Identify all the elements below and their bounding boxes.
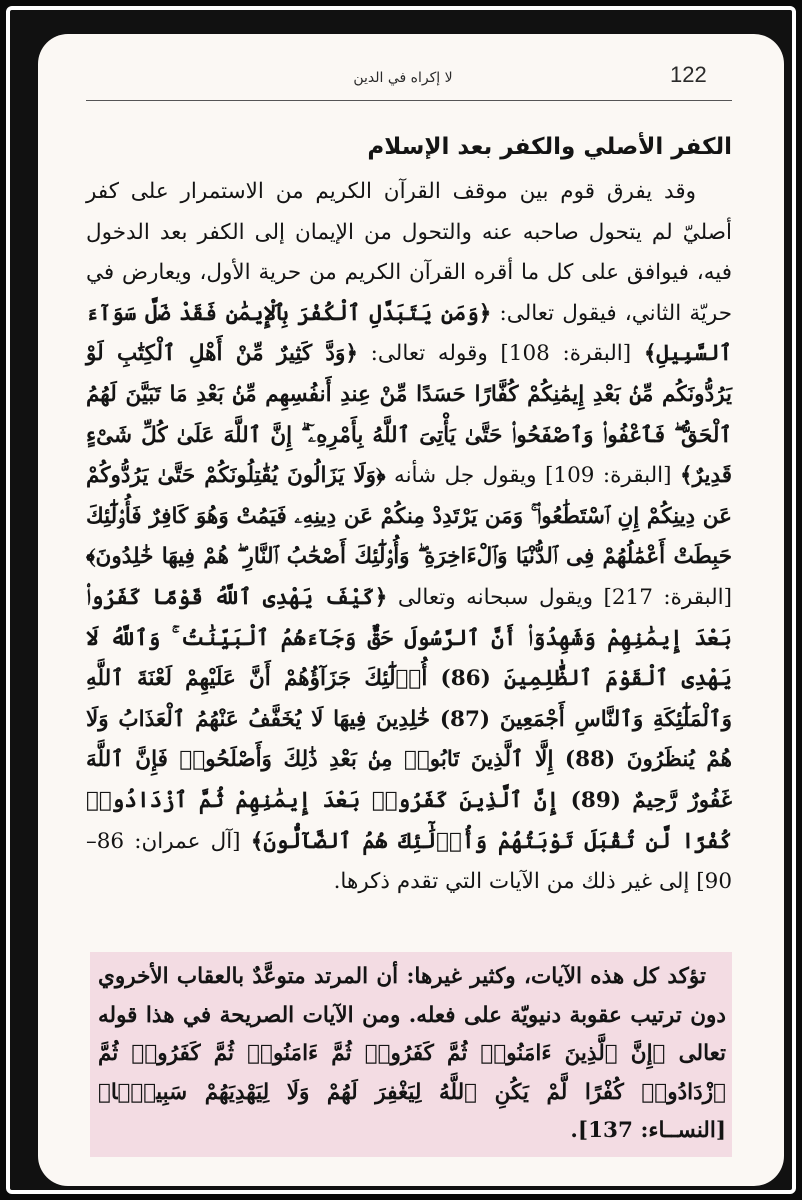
running-title: لا إكراه في الدين — [353, 70, 453, 86]
connector-2: ويقول جل شأنه — [394, 463, 537, 489]
verse-ref-1: [البقرة: 108] — [500, 341, 632, 367]
verse-2: ﴿وَدَّ كَثِيرٌ مِّنْ أَهْلِ ٱلْكِتَٰبِ لَوْ يَرُدُّونَكُم مِّنۢ بَعْدِ إِيمَٰنِكُمْ كُفَّارًا حَسَدًا مِّنْ عِندِ أَنفُسِهِم مِّنۢ بَعْدِ مَا تَبَيَّنَ لَهُمُ ٱلْحَقُّ ۖ فَٱعْفُوا۟ وَٱصْفَحُوا۟ حَتَّىٰ يَأْتِىَ ٱللَّهُ بِأَمْرِهِۦٓ ۗ إِنَّ ٱللَّهَ عَلَىٰ كُلِّ شَىْءٍ قَدِيرٌ﴾ — [86, 341, 733, 489]
verse-4: ﴿كَيْفَ يَهْدِى ٱللَّهُ قَوْمًا كَفَرُوا۟ بَعْدَ إِيمَٰنِهِمْ وَشَهِدُوٓا۟ أَنَّ ٱلرَّسُولَ حَقٌّ وَجَآءَهُمُ ٱلْبَيِّنَٰتُ ۚ وَٱللَّهُ لَا يَهْدِى ٱلْقَوْمَ ٱلظَّٰلِمِينَ (86) أُو۟لَٰٓئِكَ جَزَآؤُهُمْ أَنَّ عَلَيْهِمْ لَعْنَةَ ٱللَّهِ وَٱلْمَلَٰٓئِكَةِ وَٱلنَّاسِ أَجْمَعِينَ (87) خَٰلِدِينَ فِيهَا لَا يُخَفَّفُ عَنْهُمُ ٱلْعَذَابُ وَلَا هُمْ يُنظَرُونَ (88) إِلَّا ٱلَّذِينَ تَابُوا۟ مِنۢ بَعْدِ ذَٰلِكَ وَأَصْلَحُوا۟ فَإِنَّ ٱللَّهَ غَفُورٌ رَّحِيمٌ (89) إِنَّ ٱلَّذِينَ كَفَرُوا۟ بَعْدَ إِيمَٰنِهِمْ ثُمَّ ٱزْدَادُوا۟ كُفْرًا لَّن تُقْبَلَ تَوْبَتُهُمْ وَأُو۟لَٰٓئِكَ هُمُ ٱلضَّآلُّونَ﴾ — [86, 584, 733, 854]
verse-ref-4: [آل عمران: 86–90] — [86, 828, 732, 895]
section-title: الكفر الأصلي والكفر بعد الإسلام — [367, 134, 732, 160]
book-page — [38, 34, 784, 1186]
page-content — [86, 130, 732, 903]
intro-text: وقد يفرق قوم بين موقف القرآن الكريم من الاستمرار على كفر أصليّ لم يتحول صاحبه عنه والتحول من الإيمان إلى الكفر بعد الدخول فيه، فيوافق على كل ما أقره القرآن الكريم من حرية الأول، ويعارض في حريّة الثاني، فيقول تعالى: — [86, 179, 732, 326]
header-rule — [86, 100, 732, 101]
highlighted-verse: ﴿إِنَّ ٱلَّذِينَ ءَامَنُوا۟ ثُمَّ كَفَرُوا۟ ثُمَّ ءَامَنُوا۟ ثُمَّ كَفَرُوا۟ ثُمَّ ٱزْدَادُوا۟ كُفْرًا لَّمْ يَكُنِ ٱللَّهُ لِيَغْفِرَ لَهُمْ وَلَا لِيَهْدِيَهُمْ سَبِيلًۢا﴾ — [98, 1041, 726, 1105]
verse-1: ﴿وَمَن يَتَبَدَّلِ ٱلْكُفْرَ بِٱلْإِيمَٰنِ فَقَدْ ضَلَّ سَوَآءَ ٱلسَّبِيلِ﴾ — [86, 300, 733, 367]
page-header — [38, 60, 784, 100]
highlighted-passage — [90, 952, 732, 1157]
outro-text: إلى غير ذلك من الآيات التي تقدم ذكرها. — [333, 869, 690, 895]
verse-3: ﴿وَلَا يَزَالُونَ يُقَٰتِلُونَكُمْ حَتَّىٰ يَرُدُّوكُمْ عَن دِينِكُمْ إِنِ ٱسْتَطَٰعُوا۟ ۚ وَمَن يَرْتَدِدْ مِنكُمْ عَن دِينِهِۦ فَيَمُتْ وَهُوَ كَافِرٌ فَأُو۟لَٰٓئِكَ حَبِطَتْ أَعْمَٰلُهُمْ فِى ٱلدُّنْيَا وَٱلْءَاخِرَةِ ۖ وَأُو۟لَٰٓئِكَ أَصْحَٰبُ ٱلنَّارِ ۖ هُمْ فِيهَا خَٰلِدُونَ﴾ — [86, 463, 732, 570]
connector-1: وقوله تعالى: — [370, 341, 488, 367]
highlighted-text: تؤكد كل هذه الآيات، وكثير غيرها: أن المرتد متوعَّدٌ بالعقاب الأخروي دون ترتيب عقوبة دنيويّة على فعله. ومن الآيات الصريحة في هذا قوله تعالى — [98, 964, 726, 1067]
main-paragraph — [86, 172, 732, 903]
photo-frame — [6, 6, 796, 1194]
page-number: 122 — [670, 62, 707, 87]
highlighted-paragraph — [98, 958, 726, 1151]
verse-ref-2: [البقرة: 109] — [545, 463, 672, 489]
connector-3: ويقول سبحانه وتعالى — [397, 584, 593, 610]
verse-ref-3: [البقرة: 217] — [603, 584, 733, 610]
highlighted-ref: [النســاء: 137]. — [570, 1118, 726, 1144]
